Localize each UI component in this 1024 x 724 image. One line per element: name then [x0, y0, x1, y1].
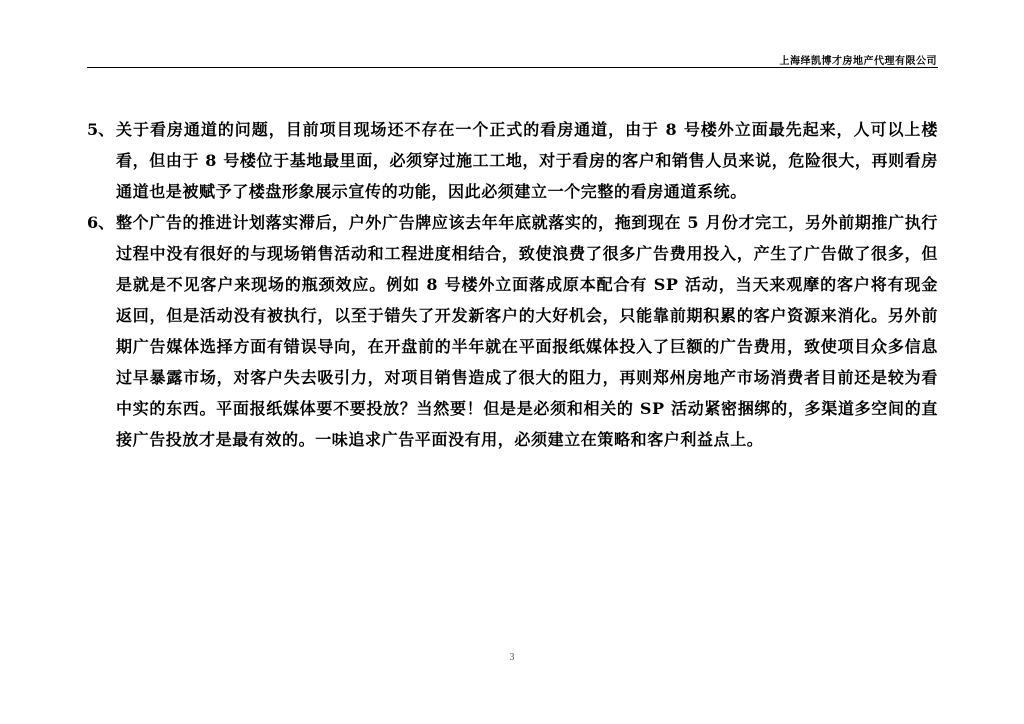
list-item-number: 5、 — [87, 120, 115, 139]
list-item-text: 整个广告的推进计划落实滞后，户外广告牌应该去年年底就落实的，拖到现在 5 月份才完工，另外前期推广执行过程中没有很好的与现场销售活动和工程进度相结合，致使浪费了很多广告费用投入，产生了广告做了很多，但是就是不见客户来现场的瓶颈效应。例如 8 号楼外立面落成原本配合有 SP 活动，当天来观摩的客户将有现金返回，但是活动没有被执行，以至于错失了开发新客户的大好机会，只能靠前期积累的客户资源来消化。另外前期广告媒体选择方面有错误导向，在开盘前的半年就在平面报纸媒体投入了巨额的广告费用，致使项目众多信息过早暴露市场，对客户失去吸引力，对项目销售造成了很大的阻力，再则郑州房地产市场消费者目前还是较为看中实的东西。平面报纸媒体要不要投放？当然要！但是是必须和相关的 SP 活动紧密捆绑的，多渠道多空间的直接广告投放才是最有效的。一味追求广告平面没有用，必须建立在策略和客户利益点上。 — [116, 213, 938, 449]
page-number: 3 — [509, 652, 515, 663]
document-body — [87, 114, 938, 455]
header-divider — [87, 67, 938, 68]
company-header: 上海绎凯博才房地产代理有限公司 — [779, 56, 937, 67]
list-item-text: 关于看房通道的问题，目前项目现场还不存在一个正式的看房通道，由于 8 号楼外立面最先起来，人可以上楼看，但由于 8 号楼位于基地最里面，必须穿过施工工地，对于看房的客户和销售人员来说，危险很大，再则看房通道也是被赋予了楼盘形象展示宣传的功能，因此必须建立一个完整的看房通道系统。 — [116, 120, 938, 201]
list-item-5 — [87, 114, 938, 207]
list-item-6 — [87, 207, 938, 455]
list-item-number: 6、 — [87, 213, 115, 232]
